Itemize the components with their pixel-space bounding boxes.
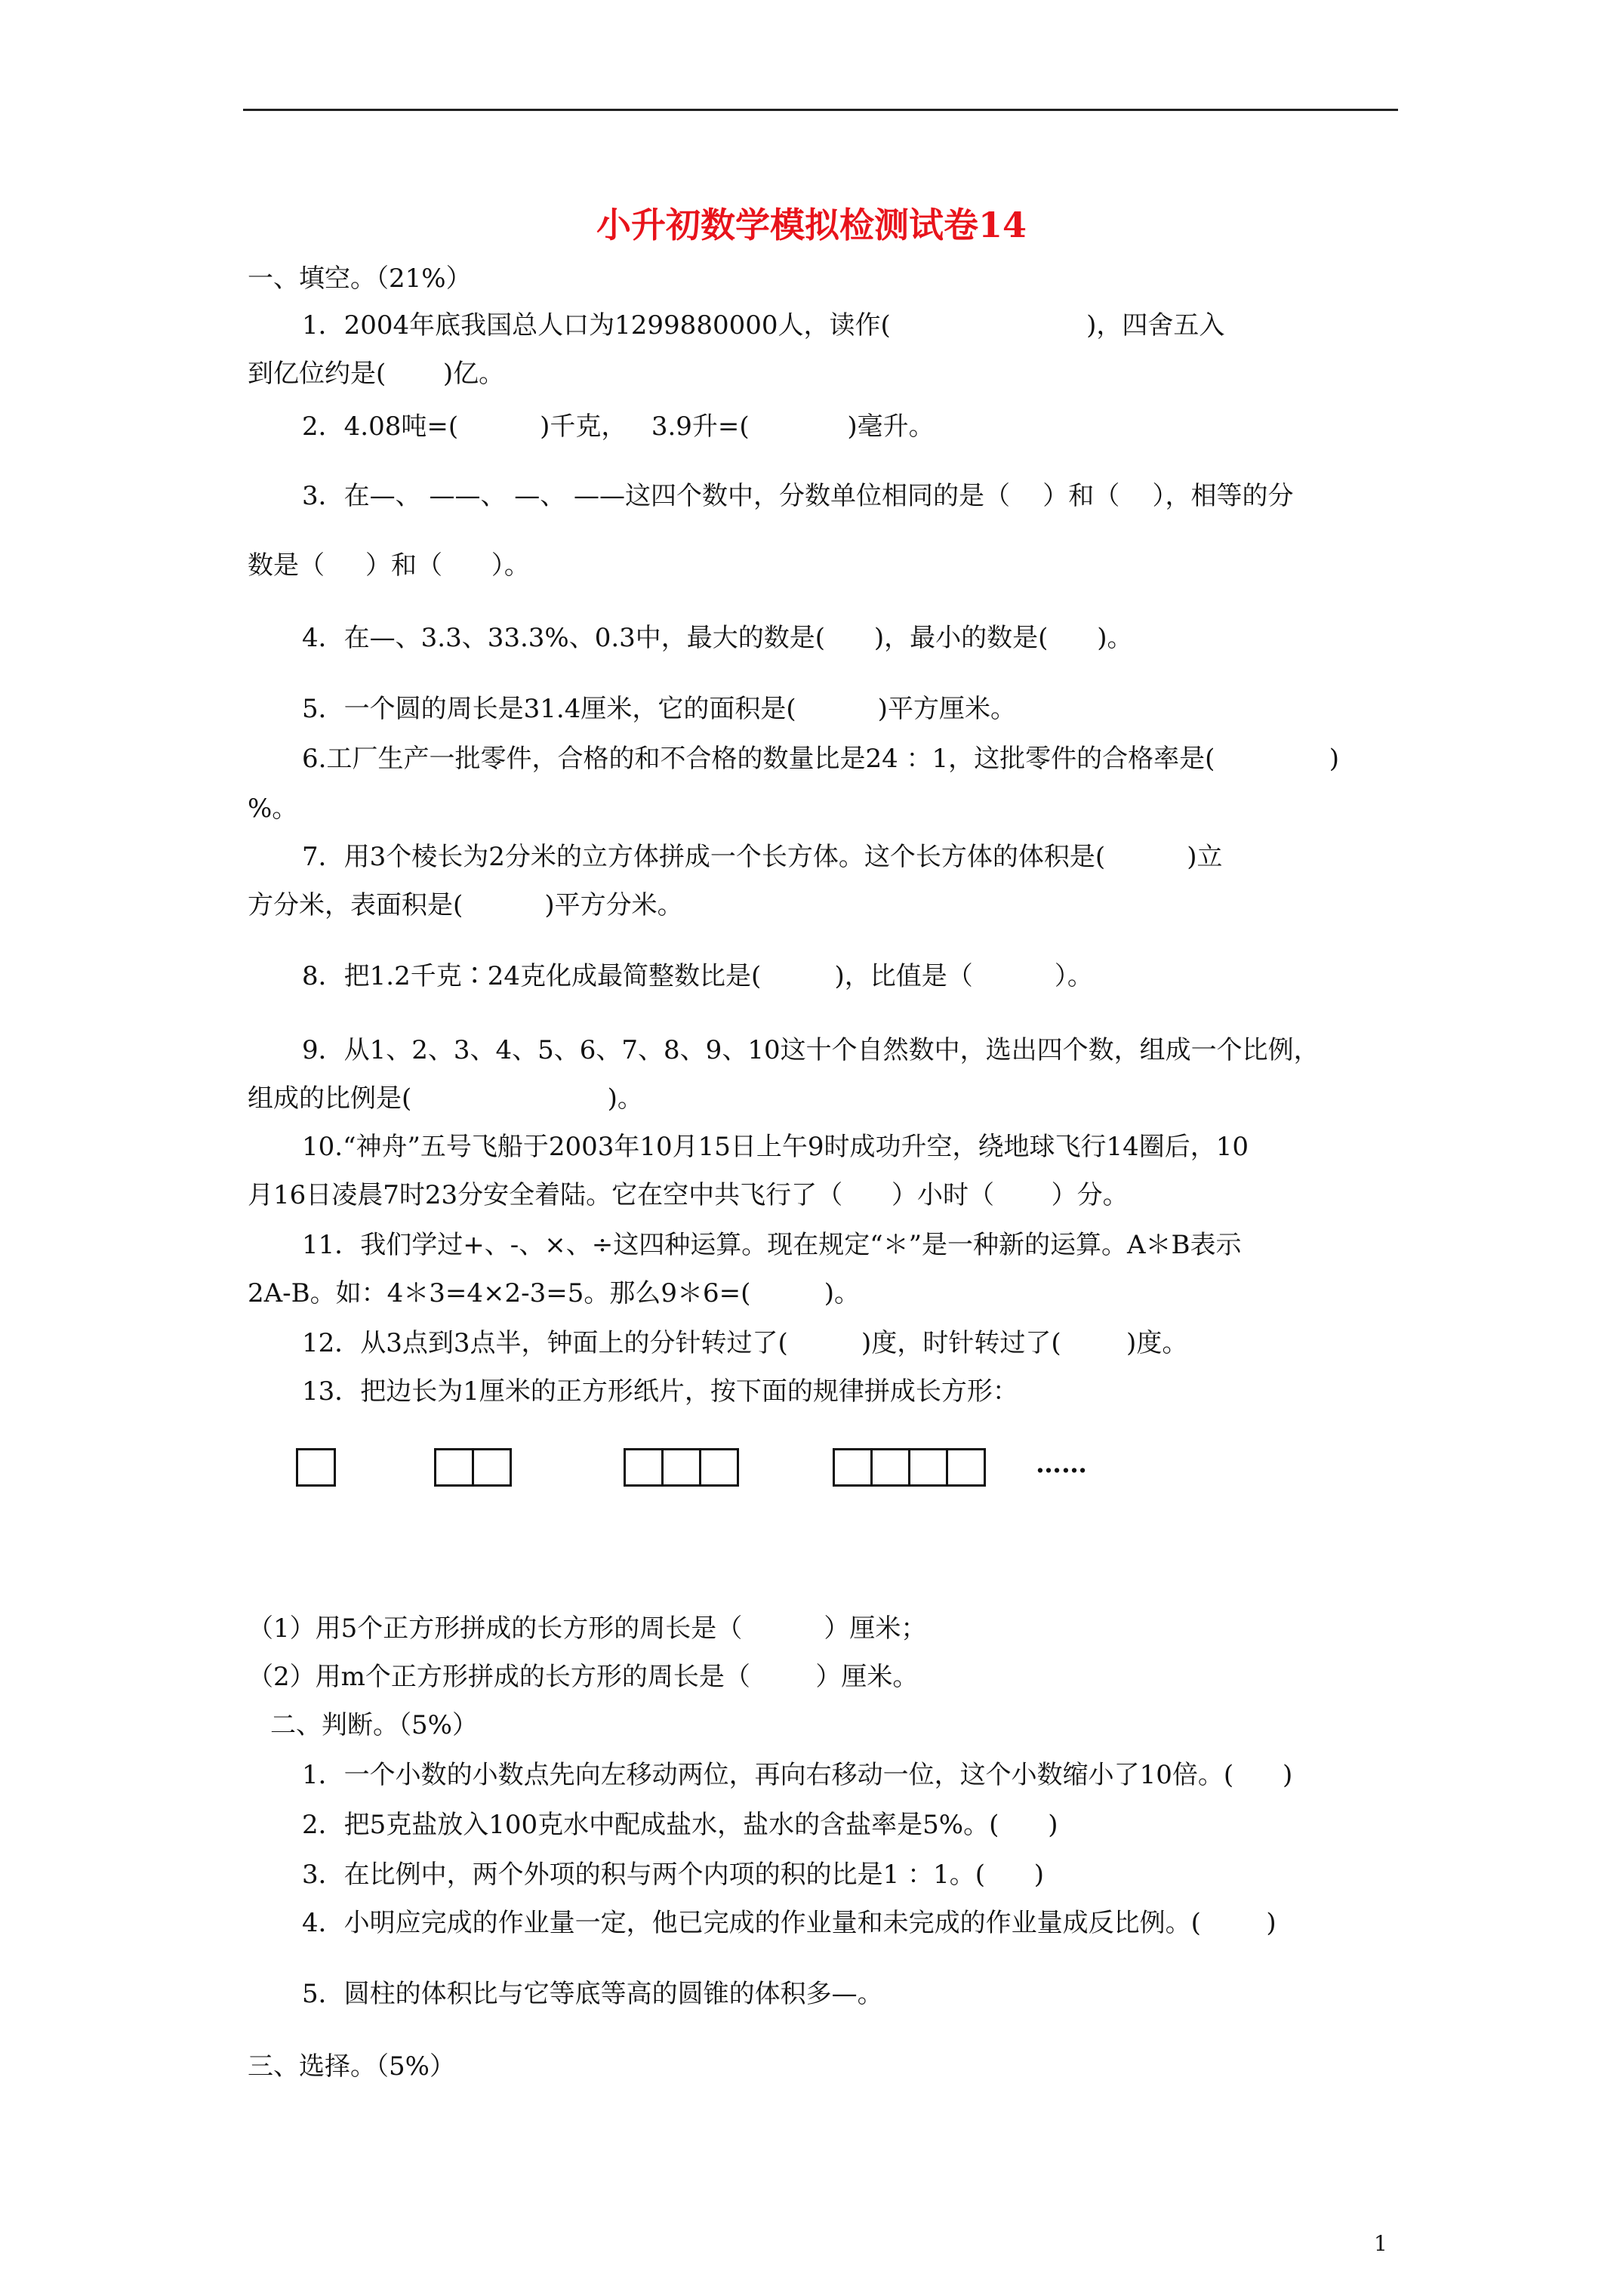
question-11-line-2: 2A-B。如：4＊3=4×2-3=5。那么9＊6=( )。 [248,1278,860,1308]
question-10-line-2: 月16日凌晨7时23分安全着陆。它在空中共飞行了（ ）小时（ ）分。 [248,1180,1129,1210]
square [833,1448,873,1487]
section-heading-judge: 二、判断。（5%） [270,1710,478,1740]
square-pattern-1 [296,1448,334,1487]
page-number: 1 [1374,2231,1387,2256]
square [472,1448,512,1487]
section-heading-choice: 三、选择。（5%） [248,2051,455,2082]
question-2: 2．4.08吨=( )千克， 3.9升=( )毫升。 [302,411,935,442]
judge-4: 4．小明应完成的作业量一定，他已完成的作业量和未完成的作业量成反比例。( ) [302,1908,1277,1938]
square [661,1448,701,1487]
square [296,1448,336,1487]
judge-3: 3．在比例中，两个外项的积与两个内项的积的比是1 ：1。( ) [302,1860,1045,1890]
square [699,1448,739,1487]
header-rule [243,109,1398,111]
square [624,1448,664,1487]
square [434,1448,474,1487]
question-13-part-2: （2）用m个正方形拼成的长方形的周长是（ ）厘米。 [248,1662,919,1692]
question-9-line-2: 组成的比例是( )。 [248,1083,643,1114]
question-7-line-2: 方分米，表面积是( )平方分米。 [248,890,683,920]
section-heading-fill: 一、填空。（21%） [248,264,472,294]
pattern-ellipsis: …… [1036,1449,1087,1479]
question-3-line-1: 3．在—、 ——、 —、 ——这四个数中，分数单位相同的是（ ）和（ ），相等的分 [302,481,1294,511]
square-pattern-4 [833,1448,984,1487]
square [908,1448,948,1487]
question-10-line-1: 10.“神舟”五号飞船于2003年10月15日上午9时成功升空，绕地球飞行14圈后，10 [302,1132,1249,1162]
question-13: 13．把边长为1厘米的正方形纸片，按下面的规律拼成长方形： [302,1376,1018,1407]
question-6-line-1: 6.工厂生产一批零件，合格的和不合格的数量比是24 ：1，这批零件的合格率是( ) [302,744,1339,774]
judge-5: 5．圆柱的体积比与它等底等高的圆锥的体积多—。 [302,1979,883,2009]
question-8: 8．把1.2千克∶24克化成最简整数比是( )，比值是（ ）。 [302,961,1093,991]
question-13-part-1: （1）用5个正方形拼成的长方形的周长是（ ）厘米； [248,1613,927,1644]
square [946,1448,986,1487]
question-3-line-2: 数是（ ）和（ ）。 [248,550,530,581]
question-11-line-1: 11．我们学过+、-、×、÷这四种运算。现在规定“＊”是一种新的运算。A＊B表示 [302,1230,1242,1260]
question-1-line-1: 1．2004年底我国总人口为1299880000人，读作( )，四舍五入 [302,310,1225,341]
question-6-line-2: %。 [248,794,298,824]
judge-1: 1．一个小数的小数点先向左移动两位，再向右移动一位，这个小数缩小了10倍。( ) [302,1760,1293,1790]
page-title: 小升初数学模拟检测试卷14 [596,205,1027,245]
question-12: 12．从3点到3点半，钟面上的分针转过了( )度，时针转过了( )度。 [302,1328,1188,1358]
question-1-line-2: 到亿位约是( )亿。 [248,359,505,389]
question-7-line-1: 7．用3个棱长为2分米的立方体拼成一个长方体。这个长方体的体积是( )立 [302,842,1223,872]
square-pattern-2 [434,1448,510,1487]
question-5: 5．一个圆的周长是31.4厘米，它的面积是( )平方厘米。 [302,694,1016,724]
square [870,1448,910,1487]
question-9-line-1: 9．从1、2、3、4、5、6、7、8、9、10这十个自然数中，选出四个数，组成一个比例， [302,1035,1320,1065]
square-pattern-3 [624,1448,737,1487]
judge-2: 2．把5克盐放入100克水中配成盐水，盐水的含盐率是5%。( ) [302,1810,1058,1840]
question-4: 4．在—、3.3、33.3%、0.3中，最大的数是( )，最小的数是( )。 [302,623,1133,653]
